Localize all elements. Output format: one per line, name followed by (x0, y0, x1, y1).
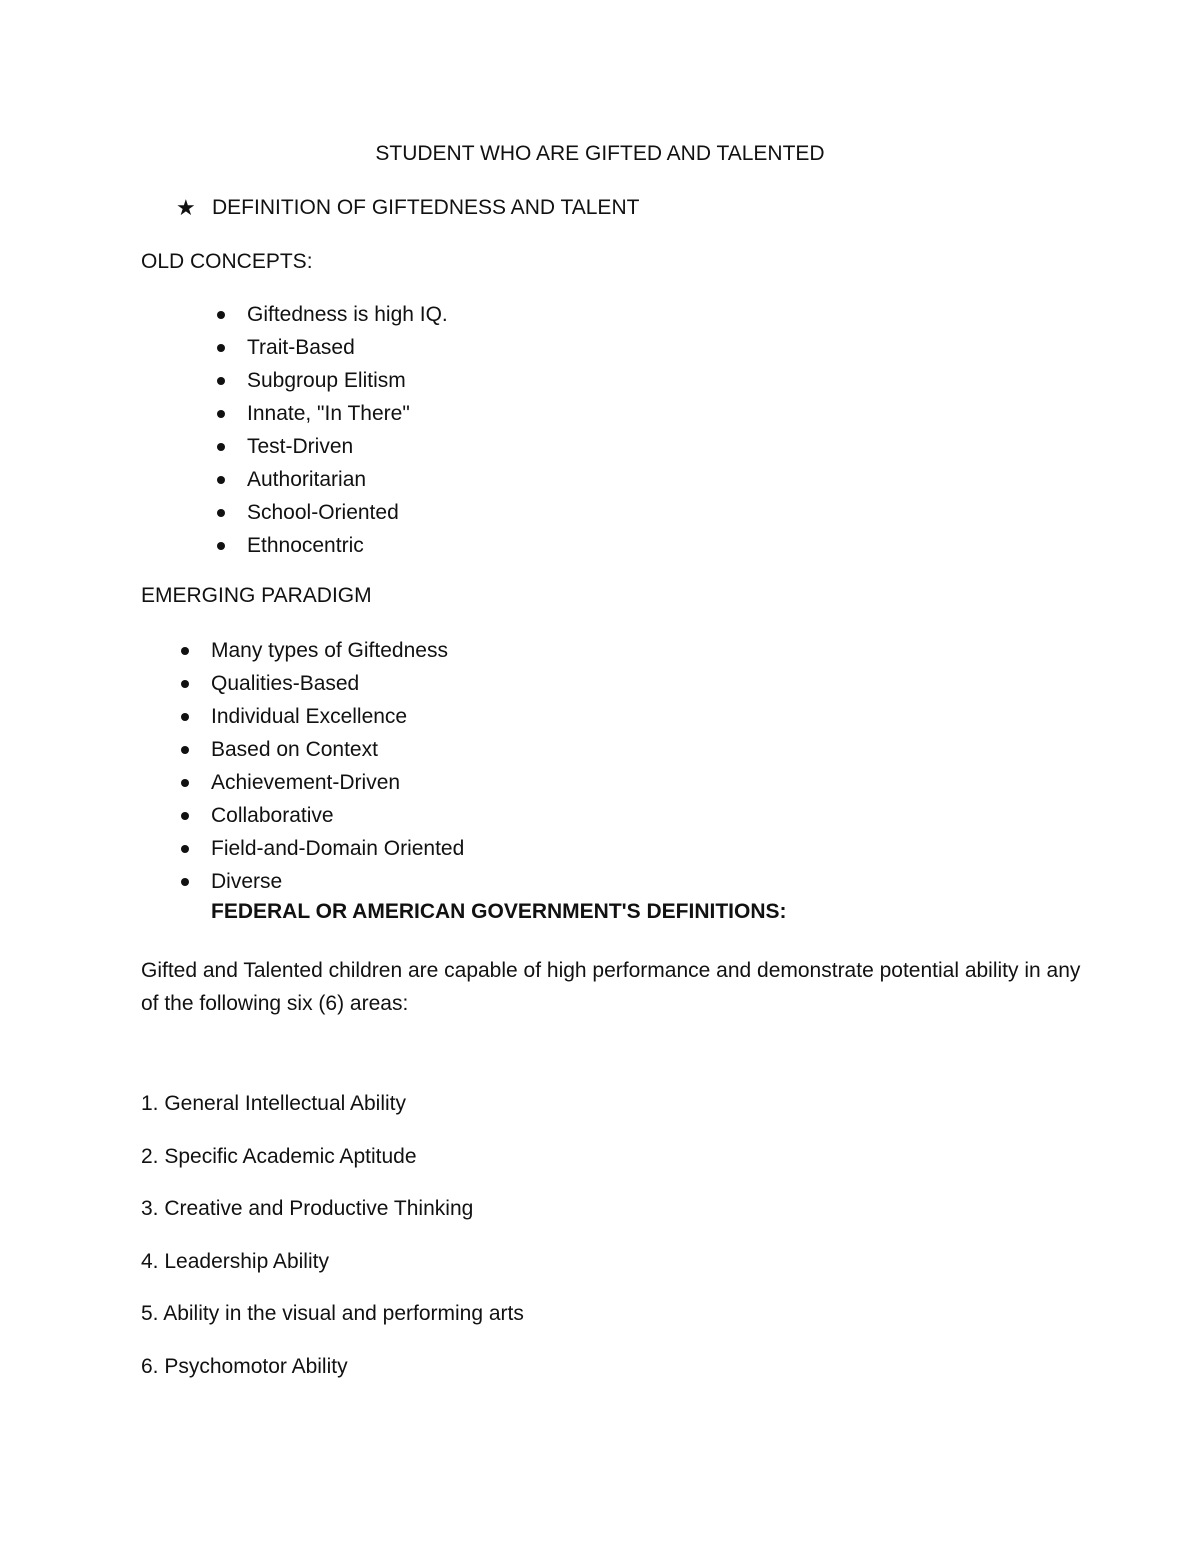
emerging-paradigm-list (211, 634, 464, 898)
list-item: 4. Leadership Ability (141, 1249, 329, 1273)
emerging-paradigm-label: EMERGING PARADIGM (141, 584, 372, 607)
list-item: Individual Excellence (211, 700, 464, 733)
old-concepts-list (247, 298, 448, 562)
document-title: STUDENT WHO ARE GIFTED AND TALENTED (375, 142, 825, 165)
bullet-icon (217, 542, 225, 550)
old-concepts-label: OLD CONCEPTS: (141, 250, 313, 273)
list-item: Field-and-Domain Oriented (211, 832, 464, 865)
federal-definitions-heading: FEDERAL OR AMERICAN GOVERNMENT'S DEFINITIONS: (211, 900, 787, 923)
bullet-icon (181, 779, 189, 787)
list-item: Qualities-Based (211, 667, 464, 700)
list-item: 5. Ability in the visual and performing arts (141, 1302, 524, 1325)
list-item: Many types of Giftedness (211, 634, 464, 667)
bullet-icon (181, 878, 189, 886)
bullet-icon (181, 647, 189, 655)
list-item: Achievement-Driven (211, 766, 464, 799)
list-item: Subgroup Elitism (247, 364, 448, 397)
bullet-icon (181, 845, 189, 853)
bullet-icon (181, 812, 189, 820)
section-heading-text: DEFINITION OF GIFTEDNESS AND TALENT (212, 196, 640, 219)
list-item: 6. Psychomotor Ability (141, 1354, 348, 1378)
section-heading (176, 195, 639, 221)
bullet-icon (181, 680, 189, 688)
areas-list (141, 1089, 524, 1404)
bullet-icon (181, 713, 189, 721)
star-icon: ★ (176, 195, 196, 220)
bullet-icon (217, 476, 225, 484)
bullet-icon (217, 344, 225, 352)
bullet-icon (217, 509, 225, 517)
list-item: Ethnocentric (247, 529, 448, 562)
bullet-icon (217, 311, 225, 319)
bullet-icon (181, 746, 189, 754)
federal-definition-paragraph: Gifted and Talented children are capable of high performance and demonstrate potential ability in any of the following six (6) areas: (141, 959, 1081, 1015)
bullet-icon (217, 410, 225, 418)
list-item: School-Oriented (247, 496, 448, 529)
list-item: Diverse (211, 865, 464, 898)
list-item: Innate, "In There" (247, 397, 448, 430)
list-item: Based on Context (211, 733, 464, 766)
list-item: 3. Creative and Productive Thinking (141, 1197, 474, 1220)
bullet-icon (217, 377, 225, 385)
list-item: Collaborative (211, 799, 464, 832)
list-item: 1. General Intellectual Ability (141, 1092, 406, 1115)
list-item: 2. Specific Academic Aptitude (141, 1144, 417, 1168)
list-item: Trait-Based (247, 331, 448, 364)
list-item: Test-Driven (247, 430, 448, 463)
list-item: Authoritarian (247, 463, 448, 496)
bullet-icon (217, 443, 225, 451)
list-item: Giftedness is high IQ. (247, 298, 448, 331)
